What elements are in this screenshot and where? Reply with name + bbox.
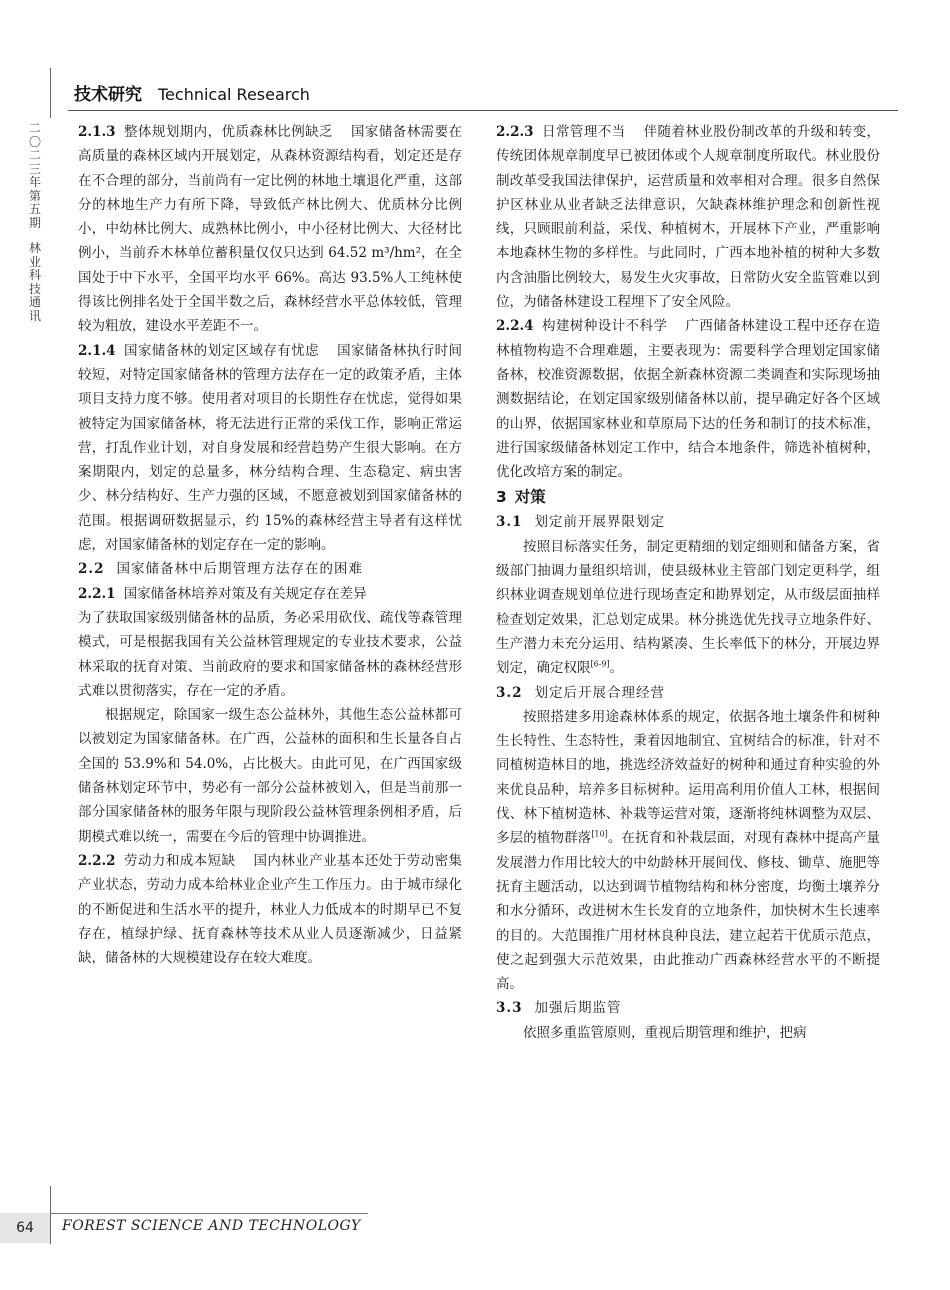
heading-2-2: 2.2 国家储备林中后期管理方法存在的困难 — [78, 561, 363, 578]
page-header — [68, 72, 898, 108]
section-2-2-2: 2.2.2 劳动力和成本短缺 国内林业产业基本还处于劳动密集产业状态，劳动力成本给林业企业产生工作压力。由于城市绿化的不断促进和生活水平的提升，林业人力低成本的时期早已不复存在，植绿护绿、抚育森林等技术从业人员逐渐减少，日益紧缺，储备林的大规模建设存在较大难度。 — [78, 852, 463, 967]
citation-10: [10] — [591, 829, 608, 839]
sidebar-journal: 林业科技通讯 — [28, 241, 41, 323]
section-2-1-4: 2.1.4 国家储备林的划定区域存有忧虑 国家储备林执行时间较短，对特定国家储备林的管理方法存在一定的政策矛盾，主体项目支持力度不够。使用者对项目的长期性存在忧虑，觉得如果被特定为国家储备林，将无法进行正常的采伐工作，影响正常运营，打乱作业计划，对自身发展和经营趋势产生很大影响。在方案期限内，划定的总量多，林分结构合理、生态稳定、病虫害少、林分结构好、生产力强的区域，不愿意被划到国家储备林的范围。根据调研数据显示，约 15%的森林经营主导者有这样忧虑，对国家储备林的划定存在一定的影响。 — [78, 342, 463, 554]
section-2-1-3: 2.1.3 整体规划期内，优质森林比例缺乏 国家储备林需要在高质量的森林区域内开展划定，从森林资源结构看，划定还是存在不合理的部分，当前尚有一定比例的林地土壤退化严重，这部分的林地生产力有所下降，导致低产林比例大、优质林分比例小，中幼林比例大、成熟林比例小，中小径材比例大、大径材比例小，当前乔木林单位蓄积量仅仅只达到 64.52 m³/hm²，在全国处于中下水平，全国平均水平 66%。高达 93.5%人工纯林使得该比例排名处于全国半数之后，森林经营水平总体较低，管理较为粗放，建设水平差距不一。 — [78, 124, 463, 335]
right-column — [496, 120, 880, 1045]
header-title-cn: 技术研究 — [74, 85, 142, 105]
bottom-vertical-rule — [50, 1186, 51, 1244]
footer-journal-name: FOREST SCIENCE AND TECHNOLOGY — [62, 1218, 361, 1234]
paragraph-3-1: 按照目标落实任务，制定更精细的划定细则和储备方案，省级部门抽调力量组织培训，使县级林业主管部门划定更科学，组织林业调查规划单位进行现场查定和勘界划定，从市级层面抽样检查划定效果，汇总划定成果。林分挑选优先找寻立地条件好、生产潜力未充分运用、结构紧凑、生长率低下的林分，开展边界划定，确定权限[6-9]。 — [496, 538, 880, 677]
page-number: 64 — [0, 1213, 50, 1243]
section-header — [74, 80, 310, 105]
footer-rule — [50, 1213, 368, 1214]
heading-3: 3 对策 — [496, 488, 546, 507]
header-rule — [68, 110, 898, 111]
heading-3-3: 3.3 加强后期监管 — [496, 1000, 622, 1017]
sidebar-issue: 二〇二三年第五期 — [28, 121, 41, 230]
section-2-2-3: 2.2.3 日常管理不当 伴随着林业股份制改革的升级和转变，传统团体规章制度早已被团体或个人规章制度所取代。林业股份制改革受我国法律保护，运营质量和效率相对合理。很多自然保护区林业从业者缺乏法律意识，欠缺森林维护理念和创新性视线，只顾眼前利益，采伐、种植树木，开展林下产业，严重影响本地森林生物的多样性。与此同时，广西本地补植的树种大多数内含油脂比例较大，易发生火灾事故，日常防火安全监管难以到位，为储备林建设工程埋下了安全风险。 — [496, 124, 881, 311]
heading-3-2: 3.2 划定后开展合理经营 — [496, 684, 665, 701]
sidebar-vertical-text — [24, 122, 46, 323]
top-vertical-rule — [50, 68, 51, 118]
heading-3-1: 3.1 划定前开展界限划定 — [496, 514, 665, 531]
citation-6-9: [6-9] — [590, 659, 610, 669]
section-2-2-4: 2.2.4 构建树种设计不科学 广西储备林建设工程中还存在造林植物构造不合理难题，主要表现为：需要科学合理划定国家储备林，校准资源数据，依据全新森林资源二类调查和实际现场抽测数据结论，在划定国家级别储备林以前，提早确定好各个区域的山界，依据国家林业和草原局下达的任务和制订的技术标准，进行国家级储备林划定工作中，结合本地条件，筛选补植树种，优化改培方案的制定。 — [496, 318, 881, 481]
section-2-2-1: 2.2.1 国家储备林培养对策及有关规定存在差异 为了获取国家级别储备林的品质，务必采用砍伐、疏伐等森管理模式，可是根据我国有关公益林管理规定的专业技术要求，公益林采取的抚育对策、当前政府的要求和国家储备林的森林经营形式难以贯彻落实，存在一定的矛盾。 — [78, 585, 462, 699]
paragraph-2-2-1-b: 根据规定，除国家一级生态公益林外，其他生态公益林都可以被划定为国家储备林。在广西，公益林的面积和生长量各自占全国的 53.9%和 54.0%，占比极大。由此可见，在广西国家级储备林划定环节中，势必有一部分公益林被划入，但是当前那一部分国家储备林的服务年限与现阶段公益林管理条例相矛盾，后期模式难以统一，需要在今后的管理中协调推进。 — [78, 707, 462, 845]
header-title-en: Technical Research — [158, 85, 310, 104]
article-body — [78, 120, 884, 1180]
left-column — [78, 120, 462, 970]
paragraph-3-3: 依照多重监管原则，重视后期管理和维护，把病 — [523, 1024, 807, 1041]
paragraph-3-2: 按照搭建多用途森林体系的规定，依据各地土壤条件和树种生长特性、生态特性，秉着因地制宜、宜树结合的标准，针对不同植树造林目的地，挑选经济效益好的树种和通过育种实验的外来优良品种，培养多目标树种。运用高利用价值人工林，根据间伐、林下植树造林、补栽等运营对策，逐渐将纯林调整为双层、多层的植物群落[10]。在抚育和补栽层面，对现有森林中提高产量发展潜力作用比较大的中幼龄林开展间伐、修枝、锄草、施肥等抚育主题活动，以达到调节植物结构和林分密度，均衡土壤养分和水分循环，改进树木生长发育的立地条件，加快树木生长速率的目的。大范围推广用材林良种良法，建立起若干优质示范点，使之起到强大示范效果，由此推动广西森林经营水平的不断提高。 — [496, 708, 881, 993]
